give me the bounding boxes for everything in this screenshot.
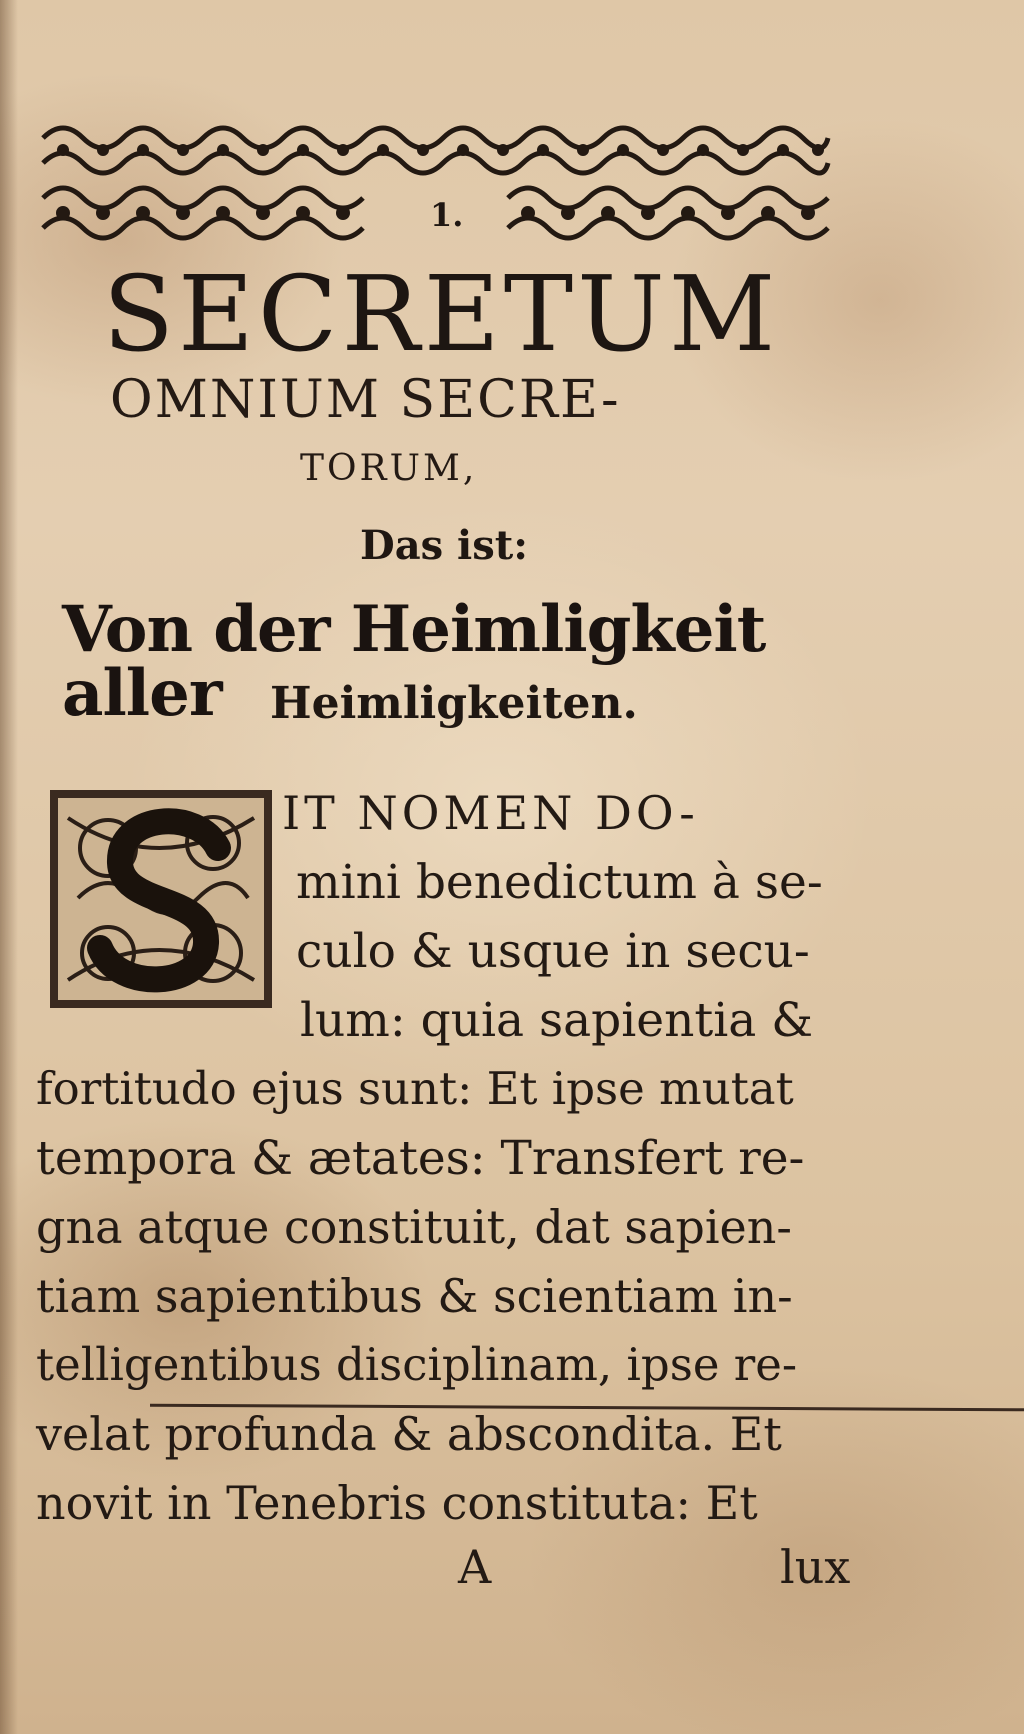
german-title-line-2: Heimligkeiten.	[270, 678, 638, 729]
body-line-6: tempora & ætates: Transfert re-	[36, 1131, 805, 1186]
body-line-10: velat profunda & abscondita. Et	[36, 1407, 782, 1461]
title-main: SECRETUM	[102, 253, 780, 375]
body-line-3: culo & usque in secu-	[296, 924, 810, 979]
body-line-4: lum: quia sapientia &	[300, 993, 814, 1048]
body-line-7: gna atque constituit, dat sapien-	[36, 1200, 792, 1254]
chapter-number: 1.	[430, 196, 464, 234]
body-line-5: fortitudo ejus sunt: Et ipse mutat	[36, 1062, 794, 1115]
das-ist-label: Das ist:	[360, 522, 529, 569]
title-line-2: OMNIUM SECRE-	[110, 370, 621, 430]
body-line-11: novit in Tenebris constituta: Et	[36, 1476, 758, 1530]
german-title-line-1: Von der Heimligkeit aller	[62, 592, 766, 731]
body-line-2: mini benedictum à se-	[296, 855, 823, 910]
body-line-9: telligentibus disciplinam, ipse re-	[36, 1338, 798, 1391]
decorated-initial-s	[48, 788, 274, 1010]
body-line-8: tiam sapientibus & scientiam in-	[36, 1269, 793, 1323]
page-edge-shadow	[0, 0, 18, 1734]
title-line-3: TORUM,	[300, 448, 478, 489]
signature-mark: A	[458, 1540, 492, 1594]
body-line-1: IT NOMEN DO-	[282, 786, 699, 840]
catchword: lux	[780, 1540, 851, 1594]
